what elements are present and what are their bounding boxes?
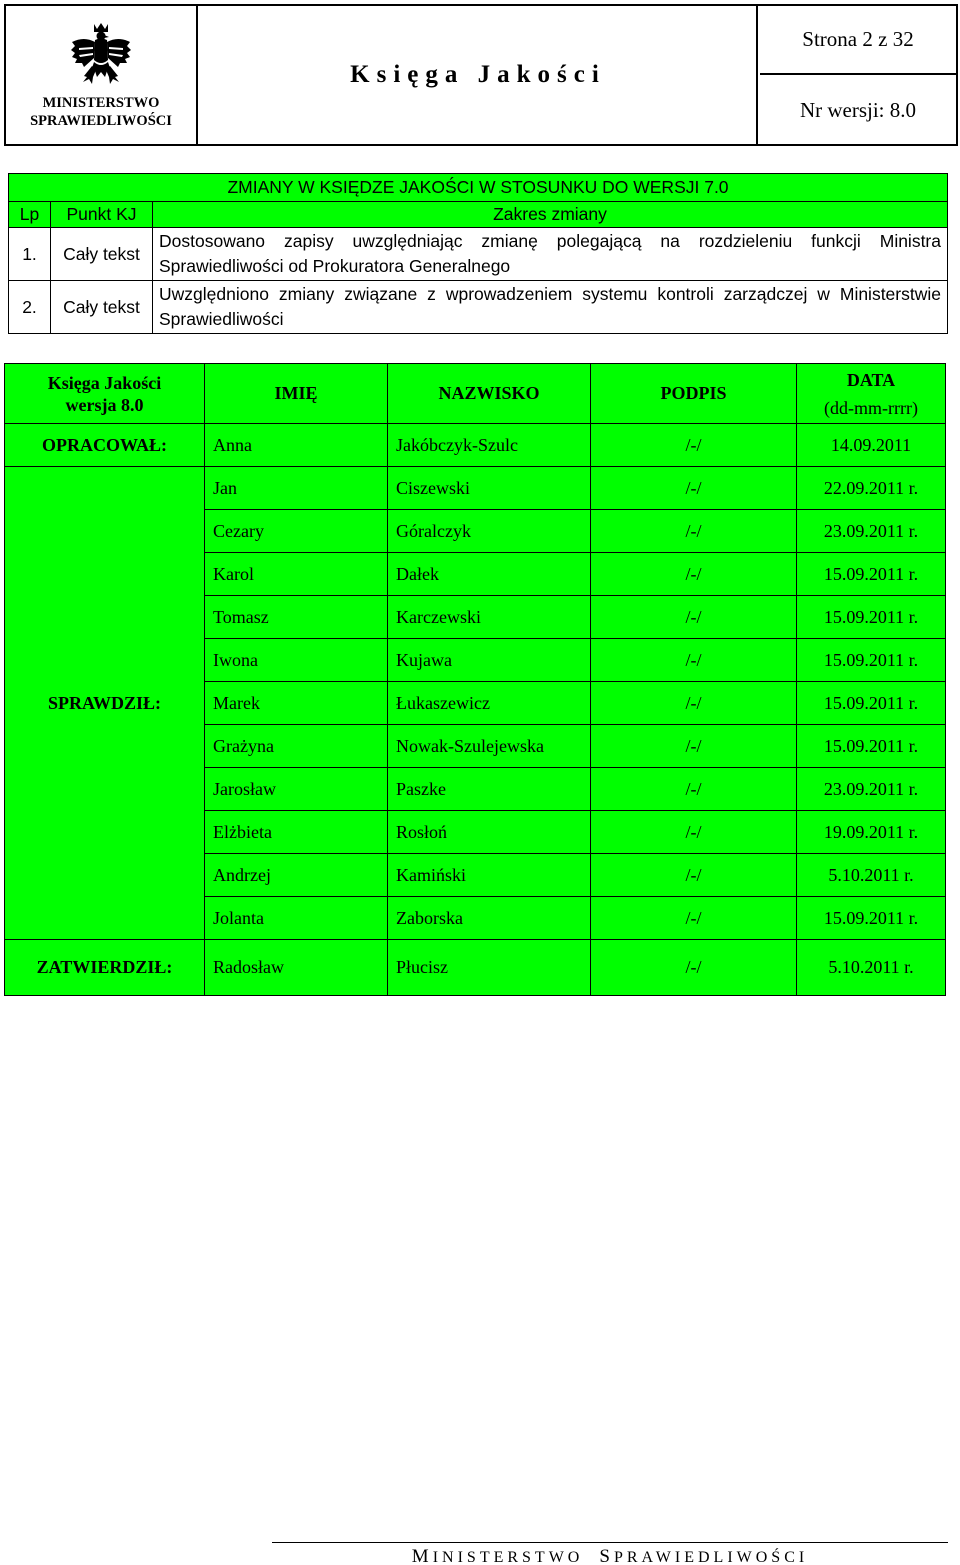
ministry-name-line1: MINISTERSTWO bbox=[42, 95, 160, 111]
role-sprawdzil: SPRAWDZIŁ: bbox=[5, 467, 205, 940]
person-signature: /-/ bbox=[591, 553, 797, 596]
col-imie-header: IMIĘ bbox=[205, 364, 388, 424]
document-header bbox=[4, 4, 958, 146]
person-first-name: Jolanta bbox=[205, 897, 388, 940]
person-signature: /-/ bbox=[591, 467, 797, 510]
person-last-name: Ciszewski bbox=[388, 467, 591, 510]
person-date: 5.10.2011 r. bbox=[797, 854, 946, 897]
page-footer bbox=[272, 1546, 948, 1565]
ministry-name bbox=[6, 94, 196, 130]
change-punkt: Cały tekst bbox=[51, 281, 153, 334]
changes-header-row bbox=[9, 202, 948, 228]
col-data-header bbox=[797, 364, 946, 424]
change-zakres: Uwzględniono zmiany związane z wprowadzeniem systemu kontroli zarządczej w Ministerstwie Sprawiedliwości bbox=[153, 281, 948, 334]
table-row bbox=[9, 228, 948, 281]
page-number: Strona 2 z 32 bbox=[760, 6, 956, 75]
person-signature: /-/ bbox=[591, 811, 797, 854]
footer-initial-s: S bbox=[599, 1546, 614, 1565]
person-last-name: Karczewski bbox=[388, 596, 591, 639]
person-first-name: Iwona bbox=[205, 639, 388, 682]
person-first-name: Andrzej bbox=[205, 854, 388, 897]
footer-divider bbox=[272, 1542, 948, 1543]
person-date: 23.09.2011 r. bbox=[797, 510, 946, 553]
col-data-format: (dd-mm-rrrr) bbox=[824, 397, 918, 418]
person-last-name: Rosłoń bbox=[388, 811, 591, 854]
person-last-name: Płucisz bbox=[388, 940, 591, 996]
person-last-name: Łukaszewicz bbox=[388, 682, 591, 725]
version-number: Nr wersji: 8.0 bbox=[799, 98, 917, 122]
change-lp: 2. bbox=[9, 281, 51, 334]
person-date: 22.09.2011 r. bbox=[797, 467, 946, 510]
person-signature: /-/ bbox=[591, 424, 797, 467]
person-date: 15.09.2011 r. bbox=[797, 639, 946, 682]
table-row bbox=[5, 467, 946, 510]
kj-label: Księga Jakości bbox=[47, 372, 162, 393]
person-signature: /-/ bbox=[591, 940, 797, 996]
person-date: 15.09.2011 r. bbox=[797, 897, 946, 940]
kj-version: wersja 8.0 bbox=[65, 394, 144, 415]
table-row bbox=[5, 940, 946, 996]
footer-word1: INISTERSTWO bbox=[432, 1549, 584, 1565]
col-podpis-header: PODPIS bbox=[591, 364, 797, 424]
change-lp: 1. bbox=[9, 228, 51, 281]
person-first-name: Anna bbox=[205, 424, 388, 467]
changes-title: ZMIANY W KSIĘDZE JAKOŚCI W STOSUNKU DO WERSJI 7.0 bbox=[9, 174, 948, 202]
person-first-name: Radosław bbox=[205, 940, 388, 996]
ministry-logo-cell bbox=[6, 6, 198, 144]
ministry-name-line2: SPRAWIEDLIWOŚCI bbox=[30, 113, 172, 129]
person-date: 5.10.2011 r. bbox=[797, 940, 946, 996]
person-date: 15.09.2011 r. bbox=[797, 725, 946, 768]
person-first-name: Jan bbox=[205, 467, 388, 510]
person-signature: /-/ bbox=[591, 510, 797, 553]
person-first-name: Grażyna bbox=[205, 725, 388, 768]
person-date: 15.09.2011 r. bbox=[797, 596, 946, 639]
person-last-name: Nowak-Szulejewska bbox=[388, 725, 591, 768]
person-date: 15.09.2011 r. bbox=[797, 682, 946, 725]
person-first-name: Cezary bbox=[205, 510, 388, 553]
person-last-name: Kamiński bbox=[388, 854, 591, 897]
footer-word2: PRAWIEDLIWOŚCI bbox=[613, 1549, 809, 1565]
col-nazwisko-header: NAZWISKO bbox=[388, 364, 591, 424]
col-data-label: DATA bbox=[846, 369, 896, 390]
person-signature: /-/ bbox=[591, 854, 797, 897]
person-last-name: Zaborska bbox=[388, 897, 591, 940]
person-signature: /-/ bbox=[591, 682, 797, 725]
kj-version-cell bbox=[5, 364, 205, 424]
table-row bbox=[5, 424, 946, 467]
person-signature: /-/ bbox=[591, 639, 797, 682]
person-first-name: Elżbieta bbox=[205, 811, 388, 854]
person-first-name: Tomasz bbox=[205, 596, 388, 639]
change-zakres: Dostosowano zapisy uwzględniając zmianę polegającą na rozdzieleniu funkcji Ministra Sprawiedliwości od Prokuratora Generalnego bbox=[153, 228, 948, 281]
person-date: 15.09.2011 r. bbox=[797, 553, 946, 596]
polish-eagle-emblem-icon bbox=[70, 22, 132, 88]
col-zakres-header: Zakres zmiany bbox=[153, 202, 948, 228]
person-signature: /-/ bbox=[591, 596, 797, 639]
person-signature: /-/ bbox=[591, 768, 797, 811]
role-zatwierdzil: ZATWIERDZIŁ: bbox=[5, 940, 205, 996]
approval-header-row bbox=[5, 364, 946, 424]
col-lp-header: Lp bbox=[9, 202, 51, 228]
person-signature: /-/ bbox=[591, 725, 797, 768]
person-first-name: Karol bbox=[205, 553, 388, 596]
person-last-name: Dałek bbox=[388, 553, 591, 596]
role-opracowal: OPRACOWAŁ: bbox=[5, 424, 205, 467]
person-last-name: Góralczyk bbox=[388, 510, 591, 553]
person-last-name: Kujawa bbox=[388, 639, 591, 682]
person-signature: /-/ bbox=[591, 897, 797, 940]
changes-title-row bbox=[9, 174, 948, 202]
col-punkt-header: Punkt KJ bbox=[51, 202, 153, 228]
footer-initial-m: M bbox=[411, 1546, 433, 1565]
changes-table bbox=[8, 173, 948, 334]
person-date: 19.09.2011 r. bbox=[797, 811, 946, 854]
document-title: Księga Jakości bbox=[200, 6, 758, 144]
person-first-name: Jarosław bbox=[205, 768, 388, 811]
person-date: 23.09.2011 r. bbox=[797, 768, 946, 811]
person-first-name: Marek bbox=[205, 682, 388, 725]
person-last-name: Paszke bbox=[388, 768, 591, 811]
change-punkt: Cały tekst bbox=[51, 228, 153, 281]
person-date: 14.09.2011 bbox=[797, 424, 946, 467]
person-last-name: Jakóbczyk-Szulc bbox=[388, 424, 591, 467]
approval-table bbox=[4, 363, 946, 996]
table-row bbox=[9, 281, 948, 334]
